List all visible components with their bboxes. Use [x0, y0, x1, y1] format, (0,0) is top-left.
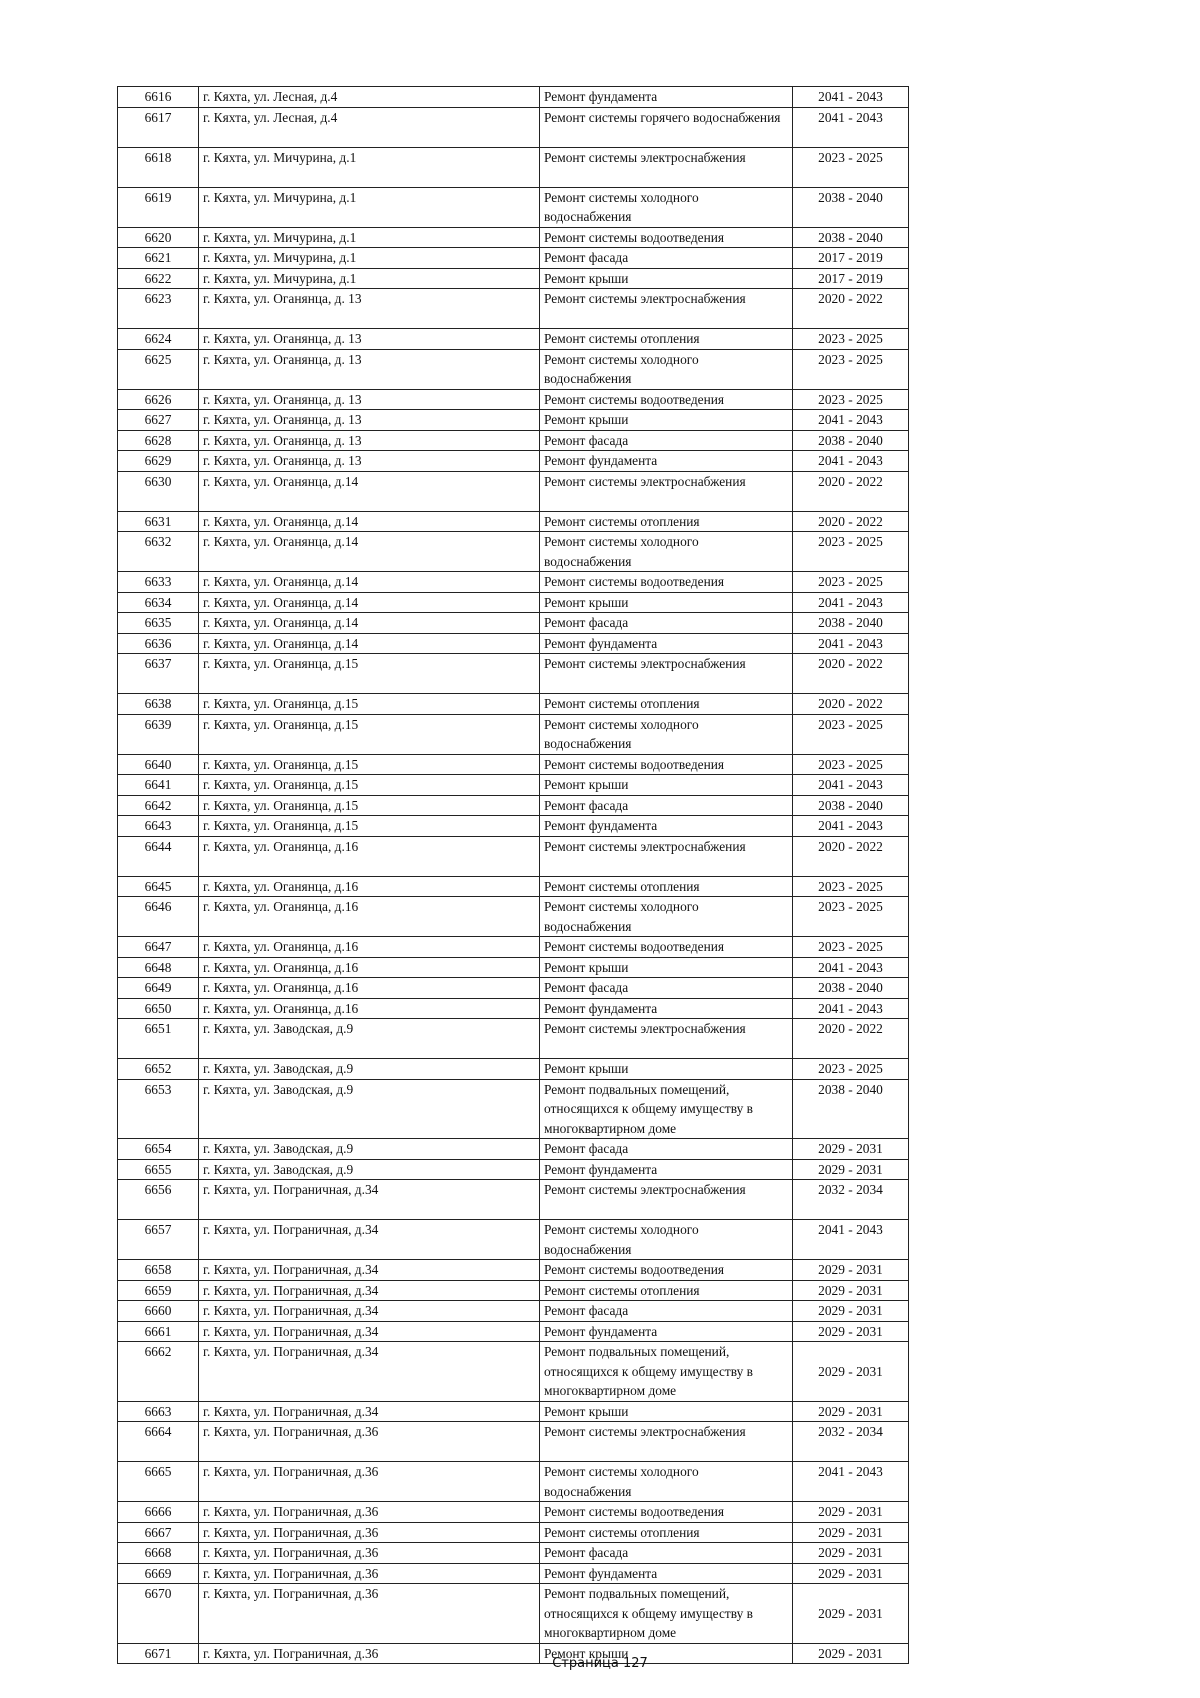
work-type-cell: Ремонт системы водоотведения	[540, 937, 793, 958]
address-cell: г. Кяхта, ул. Оганянца, д.16	[199, 957, 540, 978]
work-type-cell: Ремонт крыши	[540, 1643, 793, 1664]
row-number-cell: 6670	[118, 1584, 199, 1644]
table-row	[118, 1422, 909, 1462]
work-type-cell: Ремонт подвальных помещений, относящихся к общему имуществу в многоквартирном доме	[540, 1342, 793, 1402]
row-number-cell: 6658	[118, 1260, 199, 1281]
row-number-cell: 6630	[118, 471, 199, 511]
work-type-cell: Ремонт системы электроснабжения	[540, 1019, 793, 1059]
address-cell: г. Кяхта, ул. Заводская, д.9	[199, 1139, 540, 1160]
work-type-cell: Ремонт крыши	[540, 410, 793, 431]
work-type-cell: Ремонт фундамента	[540, 1159, 793, 1180]
row-number-cell: 6651	[118, 1019, 199, 1059]
table-row	[118, 1522, 909, 1543]
row-number-cell: 6662	[118, 1342, 199, 1402]
work-type-cell: Ремонт крыши	[540, 775, 793, 796]
row-number-cell: 6620	[118, 227, 199, 248]
work-type-cell: Ремонт системы отопления	[540, 329, 793, 350]
row-number-cell: 6654	[118, 1139, 199, 1160]
work-type-cell: Ремонт системы отопления	[540, 876, 793, 897]
period-cell: 2029 - 2031	[793, 1301, 909, 1322]
work-type-cell: Ремонт системы электроснабжения	[540, 654, 793, 694]
table-row	[118, 1059, 909, 1080]
row-number-cell: 6624	[118, 329, 199, 350]
period-cell: 2017 - 2019	[793, 248, 909, 269]
address-cell: г. Кяхта, ул. Оганянца, д.14	[199, 633, 540, 654]
work-type-cell: Ремонт фасада	[540, 1139, 793, 1160]
period-cell: 2041 - 2043	[793, 775, 909, 796]
table-row	[118, 937, 909, 958]
table-row	[118, 957, 909, 978]
table-row	[118, 714, 909, 754]
period-cell: 2023 - 2025	[793, 937, 909, 958]
period-cell: 2029 - 2031	[793, 1321, 909, 1342]
address-cell: г. Кяхта, ул. Пограничная, д.36	[199, 1422, 540, 1462]
row-number-cell: 6644	[118, 836, 199, 876]
period-cell: 2041 - 2043	[793, 998, 909, 1019]
table-row	[118, 897, 909, 937]
address-cell: г. Кяхта, ул. Заводская, д.9	[199, 1019, 540, 1059]
work-type-cell: Ремонт системы электроснабжения	[540, 1422, 793, 1462]
address-cell: г. Кяхта, ул. Пограничная, д.34	[199, 1260, 540, 1281]
row-number-cell: 6617	[118, 107, 199, 147]
work-type-cell: Ремонт крыши	[540, 957, 793, 978]
work-type-cell: Ремонт системы отопления	[540, 694, 793, 715]
table-row	[118, 147, 909, 187]
address-cell: г. Кяхта, ул. Мичурина, д.1	[199, 187, 540, 227]
table-row	[118, 349, 909, 389]
table-row	[118, 1180, 909, 1220]
period-cell: 2029 - 2031	[793, 1139, 909, 1160]
row-number-cell: 6641	[118, 775, 199, 796]
address-cell: г. Кяхта, ул. Заводская, д.9	[199, 1159, 540, 1180]
row-number-cell: 6666	[118, 1502, 199, 1523]
work-type-cell: Ремонт системы холодного водоснабжения	[540, 1220, 793, 1260]
address-cell: г. Кяхта, ул. Оганянца, д.15	[199, 694, 540, 715]
period-cell: 2020 - 2022	[793, 654, 909, 694]
work-type-cell: Ремонт системы электроснабжения	[540, 1180, 793, 1220]
period-cell: 2038 - 2040	[793, 187, 909, 227]
address-cell: г. Кяхта, ул. Пограничная, д.34	[199, 1301, 540, 1322]
work-type-cell: Ремонт фундамента	[540, 1321, 793, 1342]
address-cell: г. Кяхта, ул. Оганянца, д. 13	[199, 410, 540, 431]
row-number-cell: 6622	[118, 268, 199, 289]
period-cell: 2023 - 2025	[793, 349, 909, 389]
work-type-cell: Ремонт системы водоотведения	[540, 1502, 793, 1523]
row-number-cell: 6634	[118, 592, 199, 613]
table-row	[118, 471, 909, 511]
period-cell: 2023 - 2025	[793, 876, 909, 897]
period-cell: 2029 - 2031	[793, 1543, 909, 1564]
row-number-cell: 6649	[118, 978, 199, 999]
period-cell: 2023 - 2025	[793, 389, 909, 410]
address-cell: г. Кяхта, ул. Оганянца, д.14	[199, 592, 540, 613]
period-cell: 2029 - 2031	[793, 1342, 909, 1402]
row-number-cell: 6628	[118, 430, 199, 451]
table-row	[118, 1260, 909, 1281]
row-number-cell: 6671	[118, 1643, 199, 1664]
row-number-cell: 6652	[118, 1059, 199, 1080]
work-type-cell: Ремонт крыши	[540, 1401, 793, 1422]
work-type-cell: Ремонт системы холодного водоснабжения	[540, 1462, 793, 1502]
period-cell: 2020 - 2022	[793, 471, 909, 511]
address-cell: г. Кяхта, ул. Пограничная, д.36	[199, 1462, 540, 1502]
address-cell: г. Кяхта, ул. Пограничная, д.34	[199, 1342, 540, 1402]
address-cell: г. Кяхта, ул. Пограничная, д.36	[199, 1502, 540, 1523]
address-cell: г. Кяхта, ул. Пограничная, д.36	[199, 1563, 540, 1584]
work-type-cell: Ремонт фундамента	[540, 998, 793, 1019]
work-type-cell: Ремонт системы холодного водоснабжения	[540, 532, 793, 572]
table-row	[118, 227, 909, 248]
period-cell: 2029 - 2031	[793, 1159, 909, 1180]
address-cell: г. Кяхта, ул. Мичурина, д.1	[199, 227, 540, 248]
table-row	[118, 1159, 909, 1180]
table-row	[118, 836, 909, 876]
table-row	[118, 572, 909, 593]
address-cell: г. Кяхта, ул. Оганянца, д. 13	[199, 389, 540, 410]
address-cell: г. Кяхта, ул. Пограничная, д.34	[199, 1280, 540, 1301]
row-number-cell: 6639	[118, 714, 199, 754]
period-cell: 2017 - 2019	[793, 268, 909, 289]
address-cell: г. Кяхта, ул. Оганянца, д.16	[199, 897, 540, 937]
period-cell: 2041 - 2043	[793, 87, 909, 108]
table-row	[118, 1321, 909, 1342]
row-number-cell: 6625	[118, 349, 199, 389]
work-type-cell: Ремонт крыши	[540, 1059, 793, 1080]
table-row	[118, 511, 909, 532]
table-row	[118, 87, 909, 108]
row-number-cell: 6668	[118, 1543, 199, 1564]
work-type-cell: Ремонт системы отопления	[540, 511, 793, 532]
row-number-cell: 6637	[118, 654, 199, 694]
table-row	[118, 978, 909, 999]
work-type-cell: Ремонт системы холодного водоснабжения	[540, 714, 793, 754]
period-cell: 2041 - 2043	[793, 1220, 909, 1260]
period-cell: 2041 - 2043	[793, 451, 909, 472]
row-number-cell: 6647	[118, 937, 199, 958]
work-type-cell: Ремонт системы холодного водоснабжения	[540, 349, 793, 389]
row-number-cell: 6660	[118, 1301, 199, 1322]
page-number-footer: Страница 127	[552, 1656, 648, 1671]
period-cell: 2023 - 2025	[793, 329, 909, 350]
row-number-cell: 6619	[118, 187, 199, 227]
table-row	[118, 1139, 909, 1160]
address-cell: г. Кяхта, ул. Мичурина, д.1	[199, 248, 540, 269]
row-number-cell: 6627	[118, 410, 199, 431]
work-type-cell: Ремонт фасада	[540, 978, 793, 999]
table-row	[118, 694, 909, 715]
row-number-cell: 6621	[118, 248, 199, 269]
work-type-cell: Ремонт системы водоотведения	[540, 389, 793, 410]
table-row	[118, 1280, 909, 1301]
work-type-cell: Ремонт системы водоотведения	[540, 572, 793, 593]
work-type-cell: Ремонт фундамента	[540, 633, 793, 654]
period-cell: 2020 - 2022	[793, 694, 909, 715]
address-cell: г. Кяхта, ул. Оганянца, д.16	[199, 937, 540, 958]
work-type-cell: Ремонт системы электроснабжения	[540, 836, 793, 876]
row-number-cell: 6664	[118, 1422, 199, 1462]
period-cell: 2038 - 2040	[793, 430, 909, 451]
address-cell: г. Кяхта, ул. Пограничная, д.36	[199, 1643, 540, 1664]
period-cell: 2023 - 2025	[793, 532, 909, 572]
address-cell: г. Кяхта, ул. Оганянца, д.14	[199, 532, 540, 572]
row-number-cell: 6629	[118, 451, 199, 472]
work-type-cell: Ремонт подвальных помещений, относящихся к общему имуществу в многоквартирном доме	[540, 1584, 793, 1644]
table-body	[118, 87, 909, 1664]
work-type-cell: Ремонт системы холодного водоснабжения	[540, 897, 793, 937]
period-cell: 2020 - 2022	[793, 836, 909, 876]
work-type-cell: Ремонт фасада	[540, 613, 793, 634]
row-number-cell: 6623	[118, 289, 199, 329]
period-cell: 2041 - 2043	[793, 107, 909, 147]
row-number-cell: 6635	[118, 613, 199, 634]
period-cell: 2038 - 2040	[793, 227, 909, 248]
table-row	[118, 654, 909, 694]
work-type-cell: Ремонт подвальных помещений, относящихся к общему имуществу в многоквартирном доме	[540, 1079, 793, 1139]
address-cell: г. Кяхта, ул. Пограничная, д.34	[199, 1321, 540, 1342]
period-cell: 2041 - 2043	[793, 410, 909, 431]
address-cell: г. Кяхта, ул. Оганянца, д.14	[199, 471, 540, 511]
period-cell: 2029 - 2031	[793, 1563, 909, 1584]
work-type-cell: Ремонт фундамента	[540, 1563, 793, 1584]
row-number-cell: 6665	[118, 1462, 199, 1502]
period-cell: 2023 - 2025	[793, 754, 909, 775]
period-cell: 2029 - 2031	[793, 1280, 909, 1301]
table-row	[118, 451, 909, 472]
address-cell: г. Кяхта, ул. Лесная, д.4	[199, 107, 540, 147]
address-cell: г. Кяхта, ул. Мичурина, д.1	[199, 268, 540, 289]
work-type-cell: Ремонт системы холодного водоснабжения	[540, 187, 793, 227]
work-type-cell: Ремонт системы водоотведения	[540, 754, 793, 775]
table-row	[118, 633, 909, 654]
table-row	[118, 329, 909, 350]
work-type-cell: Ремонт фасада	[540, 430, 793, 451]
address-cell: г. Кяхта, ул. Заводская, д.9	[199, 1079, 540, 1139]
work-type-cell: Ремонт системы водоотведения	[540, 227, 793, 248]
period-cell: 2029 - 2031	[793, 1643, 909, 1664]
table-row	[118, 268, 909, 289]
work-type-cell: Ремонт фасада	[540, 795, 793, 816]
table-row	[118, 816, 909, 837]
period-cell: 2029 - 2031	[793, 1502, 909, 1523]
row-number-cell: 6663	[118, 1401, 199, 1422]
address-cell: г. Кяхта, ул. Пограничная, д.36	[199, 1584, 540, 1644]
table-row	[118, 1584, 909, 1644]
table-row	[118, 1019, 909, 1059]
address-cell: г. Кяхта, ул. Оганянца, д.15	[199, 714, 540, 754]
address-cell: г. Кяхта, ул. Оганянца, д. 13	[199, 289, 540, 329]
row-number-cell: 6636	[118, 633, 199, 654]
work-type-cell: Ремонт крыши	[540, 268, 793, 289]
row-number-cell: 6640	[118, 754, 199, 775]
table-row	[118, 1543, 909, 1564]
address-cell: г. Кяхта, ул. Оганянца, д. 13	[199, 430, 540, 451]
table-row	[118, 107, 909, 147]
work-type-cell: Ремонт фундамента	[540, 451, 793, 472]
address-cell: г. Кяхта, ул. Пограничная, д.34	[199, 1180, 540, 1220]
work-type-cell: Ремонт крыши	[540, 592, 793, 613]
period-cell: 2023 - 2025	[793, 572, 909, 593]
address-cell: г. Кяхта, ул. Пограничная, д.36	[199, 1543, 540, 1564]
address-cell: г. Кяхта, ул. Оганянца, д.16	[199, 876, 540, 897]
period-cell: 2041 - 2043	[793, 592, 909, 613]
address-cell: г. Кяхта, ул. Лесная, д.4	[199, 87, 540, 108]
address-cell: г. Кяхта, ул. Оганянца, д.15	[199, 775, 540, 796]
work-type-cell: Ремонт системы горячего водоснабжения	[540, 107, 793, 147]
row-number-cell: 6653	[118, 1079, 199, 1139]
table-row	[118, 410, 909, 431]
address-cell: г. Кяхта, ул. Оганянца, д.16	[199, 836, 540, 876]
period-cell: 2023 - 2025	[793, 1059, 909, 1080]
table-row	[118, 1462, 909, 1502]
row-number-cell: 6626	[118, 389, 199, 410]
row-number-cell: 6642	[118, 795, 199, 816]
table-row	[118, 1401, 909, 1422]
table-row	[118, 795, 909, 816]
period-cell: 2038 - 2040	[793, 1079, 909, 1139]
period-cell: 2032 - 2034	[793, 1180, 909, 1220]
row-number-cell: 6657	[118, 1220, 199, 1260]
work-type-cell: Ремонт системы электроснабжения	[540, 471, 793, 511]
repair-schedule-table	[117, 86, 909, 1664]
address-cell: г. Кяхта, ул. Оганянца, д.14	[199, 511, 540, 532]
row-number-cell: 6633	[118, 572, 199, 593]
row-number-cell: 6648	[118, 957, 199, 978]
table-row	[118, 187, 909, 227]
table-row	[118, 1079, 909, 1139]
row-number-cell: 6661	[118, 1321, 199, 1342]
address-cell: г. Кяхта, ул. Пограничная, д.36	[199, 1522, 540, 1543]
table-row	[118, 289, 909, 329]
work-type-cell: Ремонт фундамента	[540, 87, 793, 108]
period-cell: 2038 - 2040	[793, 795, 909, 816]
table-row	[118, 1220, 909, 1260]
address-cell: г. Кяхта, ул. Оганянца, д.14	[199, 613, 540, 634]
row-number-cell: 6631	[118, 511, 199, 532]
period-cell: 2029 - 2031	[793, 1260, 909, 1281]
table-row	[118, 775, 909, 796]
address-cell: г. Кяхта, ул. Пограничная, д.34	[199, 1401, 540, 1422]
period-cell: 2020 - 2022	[793, 289, 909, 329]
period-cell: 2041 - 2043	[793, 633, 909, 654]
address-cell: г. Кяхта, ул. Оганянца, д.15	[199, 754, 540, 775]
row-number-cell: 6638	[118, 694, 199, 715]
period-cell: 2038 - 2040	[793, 613, 909, 634]
address-cell: г. Кяхта, ул. Мичурина, д.1	[199, 147, 540, 187]
work-type-cell: Ремонт системы водоотведения	[540, 1260, 793, 1281]
table-row	[118, 592, 909, 613]
address-cell: г. Кяхта, ул. Оганянца, д.15	[199, 816, 540, 837]
period-cell: 2029 - 2031	[793, 1401, 909, 1422]
address-cell: г. Кяхта, ул. Пограничная, д.34	[199, 1220, 540, 1260]
work-type-cell: Ремонт фундамента	[540, 816, 793, 837]
period-cell: 2020 - 2022	[793, 511, 909, 532]
row-number-cell: 6669	[118, 1563, 199, 1584]
period-cell: 2020 - 2022	[793, 1019, 909, 1059]
period-cell: 2041 - 2043	[793, 816, 909, 837]
row-number-cell: 6656	[118, 1180, 199, 1220]
table-row	[118, 876, 909, 897]
work-type-cell: Ремонт системы электроснабжения	[540, 289, 793, 329]
table-row	[118, 389, 909, 410]
period-cell: 2029 - 2031	[793, 1584, 909, 1644]
row-number-cell: 6659	[118, 1280, 199, 1301]
work-type-cell: Ремонт фасада	[540, 248, 793, 269]
table-row	[118, 430, 909, 451]
period-cell: 2032 - 2034	[793, 1422, 909, 1462]
table-row	[118, 998, 909, 1019]
row-number-cell: 6650	[118, 998, 199, 1019]
table-row	[118, 1342, 909, 1402]
table-row	[118, 613, 909, 634]
work-type-cell: Ремонт системы отопления	[540, 1522, 793, 1543]
work-type-cell: Ремонт фасада	[540, 1301, 793, 1322]
address-cell: г. Кяхта, ул. Оганянца, д.14	[199, 572, 540, 593]
row-number-cell: 6655	[118, 1159, 199, 1180]
period-cell: 2041 - 2043	[793, 957, 909, 978]
table-row	[118, 532, 909, 572]
address-cell: г. Кяхта, ул. Оганянца, д.15	[199, 795, 540, 816]
table-row	[118, 1301, 909, 1322]
address-cell: г. Кяхта, ул. Оганянца, д. 13	[199, 451, 540, 472]
row-number-cell: 6632	[118, 532, 199, 572]
period-cell: 2023 - 2025	[793, 897, 909, 937]
row-number-cell: 6646	[118, 897, 199, 937]
row-number-cell: 6643	[118, 816, 199, 837]
table-row	[118, 1502, 909, 1523]
row-number-cell: 6616	[118, 87, 199, 108]
address-cell: г. Кяхта, ул. Заводская, д.9	[199, 1059, 540, 1080]
row-number-cell: 6667	[118, 1522, 199, 1543]
address-cell: г. Кяхта, ул. Оганянца, д. 13	[199, 349, 540, 389]
address-cell: г. Кяхта, ул. Оганянца, д.15	[199, 654, 540, 694]
work-type-cell: Ремонт фасада	[540, 1543, 793, 1564]
table-row	[118, 754, 909, 775]
work-type-cell: Ремонт системы электроснабжения	[540, 147, 793, 187]
row-number-cell: 6618	[118, 147, 199, 187]
period-cell: 2038 - 2040	[793, 978, 909, 999]
table-row	[118, 1563, 909, 1584]
row-number-cell: 6645	[118, 876, 199, 897]
period-cell: 2023 - 2025	[793, 714, 909, 754]
table-row	[118, 248, 909, 269]
work-type-cell: Ремонт системы отопления	[540, 1280, 793, 1301]
address-cell: г. Кяхта, ул. Оганянца, д.16	[199, 978, 540, 999]
period-cell: 2023 - 2025	[793, 147, 909, 187]
address-cell: г. Кяхта, ул. Оганянца, д. 13	[199, 329, 540, 350]
address-cell: г. Кяхта, ул. Оганянца, д.16	[199, 998, 540, 1019]
period-cell: 2041 - 2043	[793, 1462, 909, 1502]
period-cell: 2029 - 2031	[793, 1522, 909, 1543]
